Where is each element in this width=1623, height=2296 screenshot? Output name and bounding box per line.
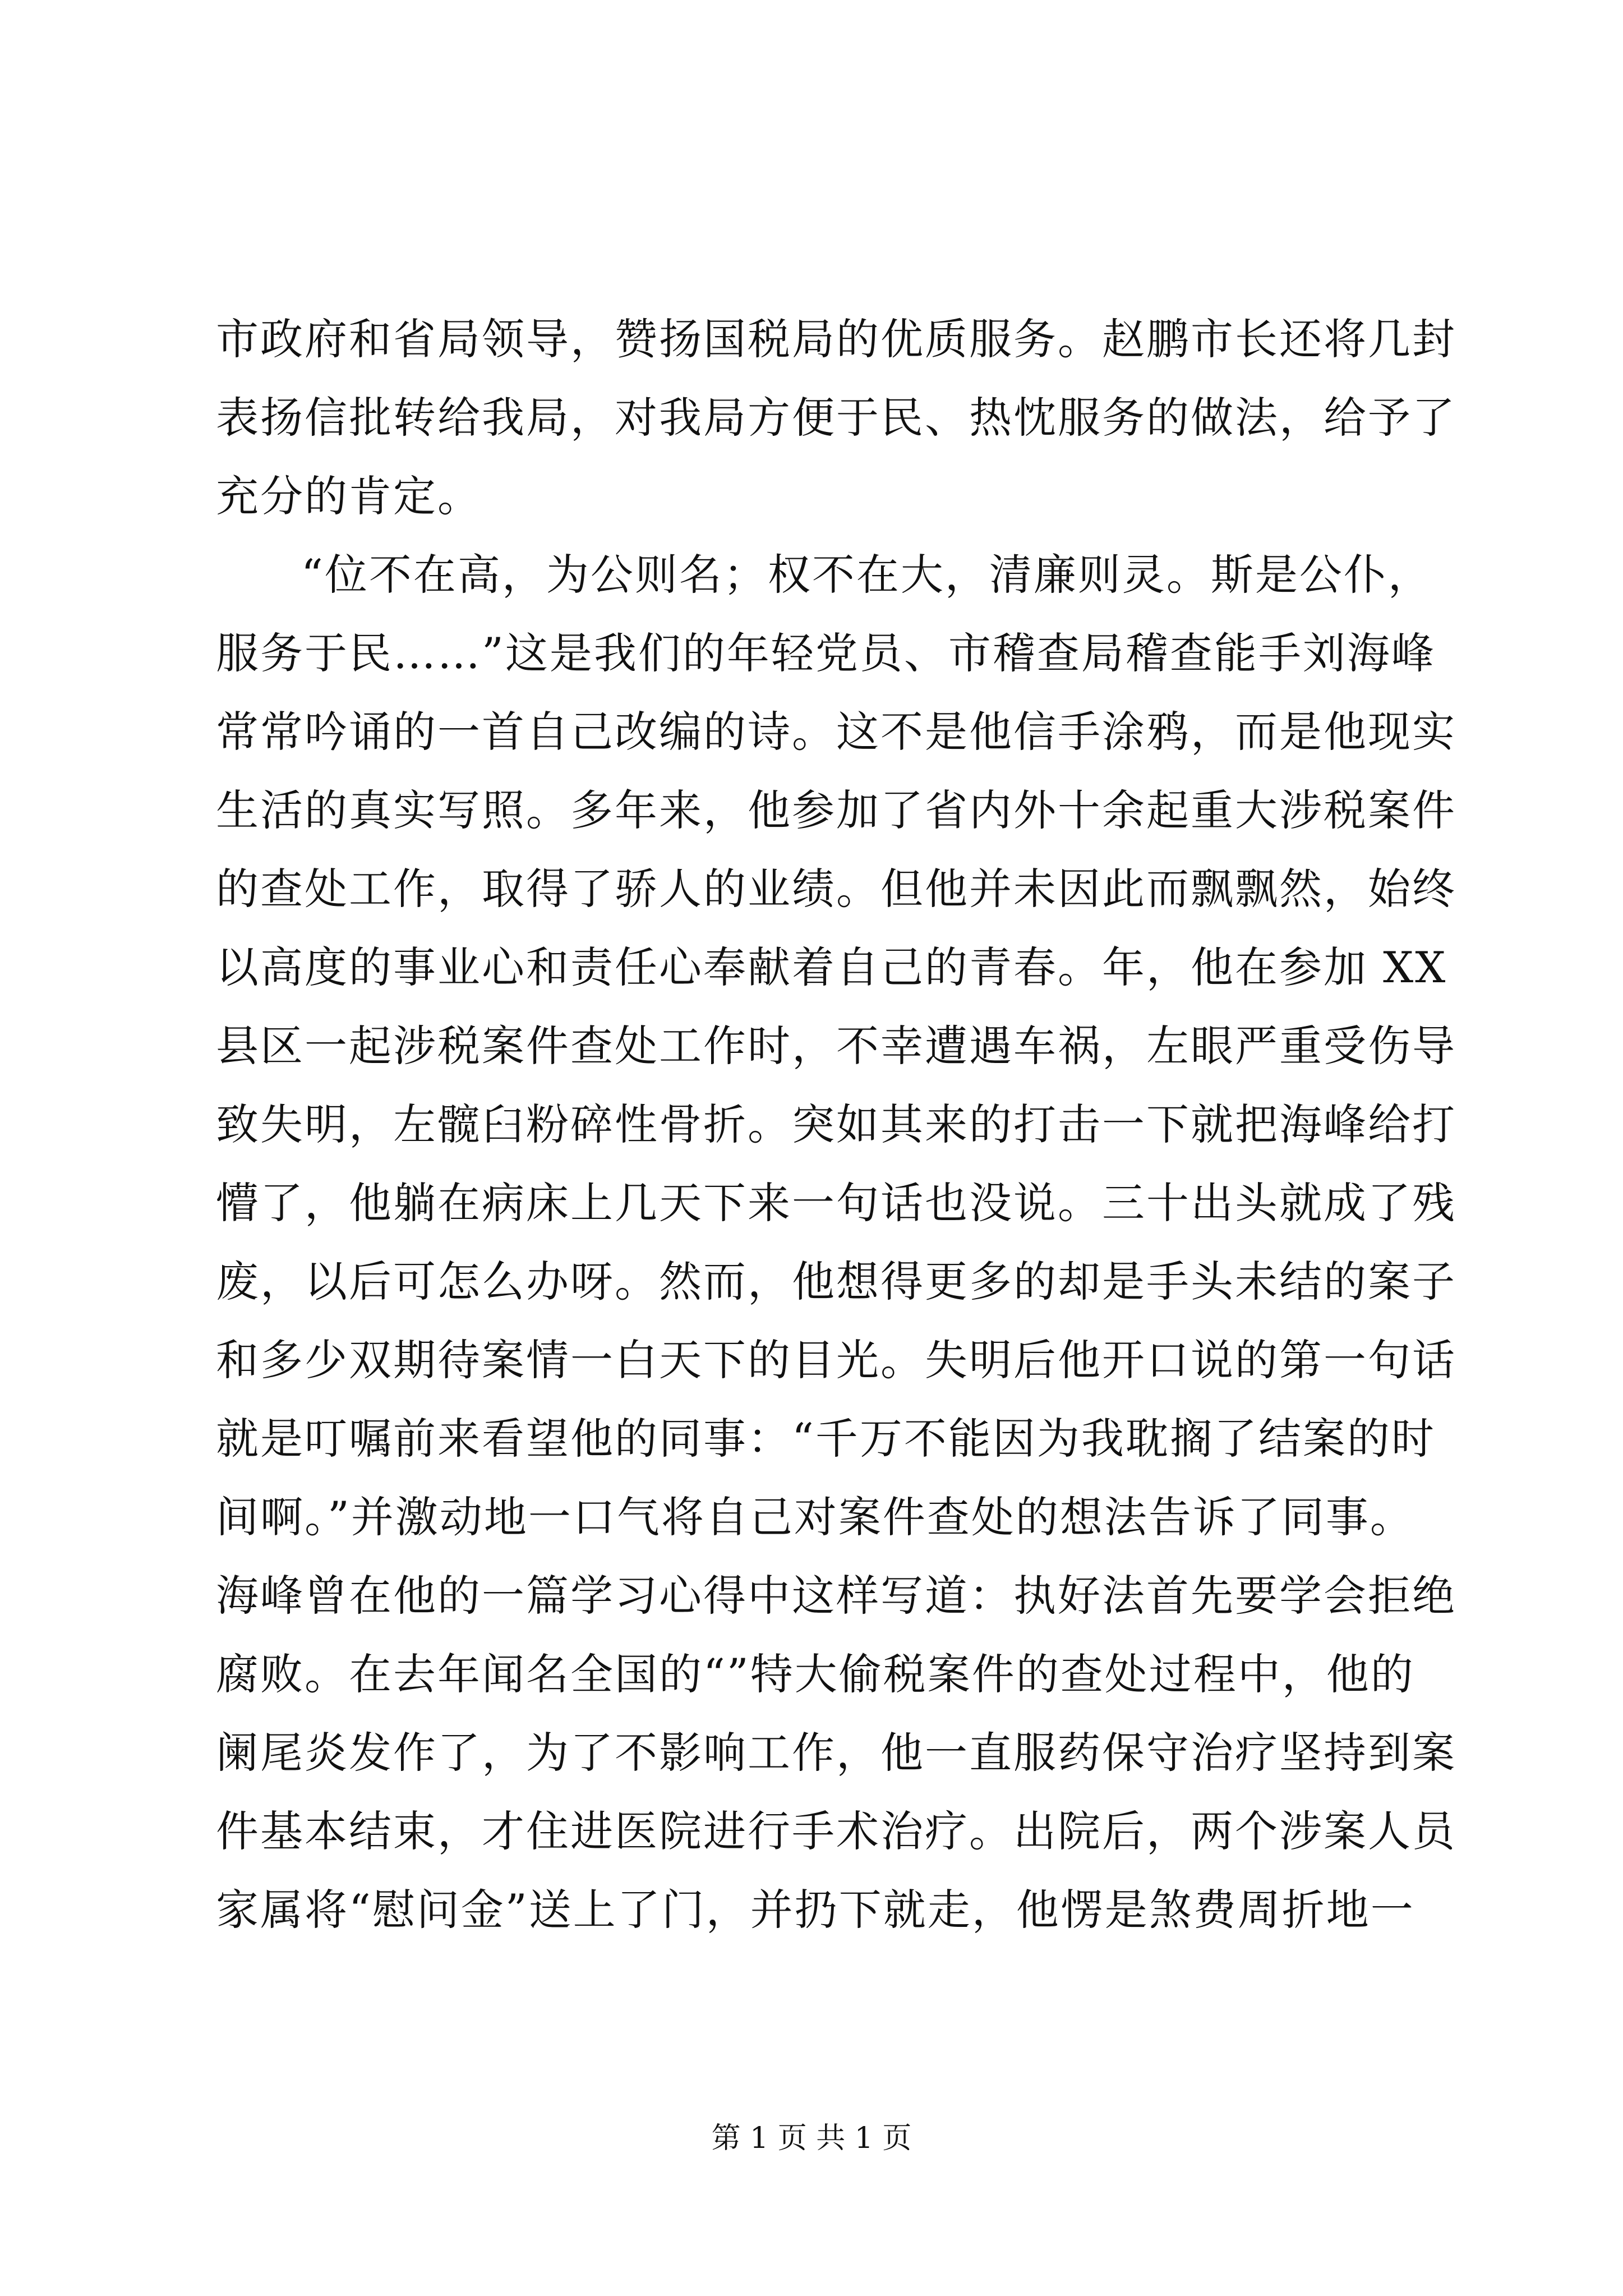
text-line-8: 的查处工作，取得了骄人的业绩。但他并未因此而飘飘然，始终 [216,864,1456,914]
text-line-5: 服务于民……”这是我们的年轻党员、市稽查局稽查能手刘海峰 [216,628,1436,678]
text-line-15: 就是叮嘱前来看望他的同事：“千万不能因为我耽搁了结案的时 [216,1414,1436,1464]
text-line-13: 废，以后可怎么办呀。然而，他想得更多的却是手头未结的案子 [216,1257,1456,1306]
text-line-19: 阑尾炎发作了，为了不影响工作，他一直服药保守治疗坚持到案 [216,1728,1456,1778]
text-line-10: 县区一起涉税案件查处工作时，不幸遭遇车祸，左眼严重受伤导 [216,1021,1456,1071]
text-line-20: 件基本结束，才住进医院进行手术治疗。出院后，两个涉案人员 [216,1806,1456,1856]
text-line-21: 家属将“慰问金”送上了门，并扔下就走，他愣是煞费周折地一 [216,1885,1415,1935]
text-line-18: 腐败。在去年闻名全国的“”特大偷税案件的查处过程中，他的 [216,1649,1415,1699]
text-line-16: 间啊。”并激动地一口气将自己对案件查处的想法告诉了同事。 [216,1492,1414,1542]
text-line-4: “位不在高，为公则名；权不在大，清廉则灵。斯是公仆， [301,550,1432,600]
text-line-9: 以高度的事业心和责任心奉献着自己的青春。年，他在参加 XX [216,942,1447,992]
text-line-7: 生活的真实写照。多年来，他参加了省内外十余起重大涉税案件 [216,785,1456,835]
text-line-12: 懵了，他躺在病床上几天下来一句话也没说。三十出头就成了残 [216,1178,1456,1228]
text-line-6: 常常吟诵的一首自己改编的诗。这不是他信手涂鸦，而是他现实 [216,707,1456,757]
text-line-17: 海峰曾在他的一篇学习心得中这样写道：执好法首先要学会拒绝 [216,1571,1456,1621]
body-text [216,300,1456,1949]
text-line-11: 致失明，左髋臼粉碎性骨折。突如其来的打击一下就把海峰给打 [216,1099,1456,1149]
text-line-1: 市政府和省局领导，赞扬国税局的优质服务。赵鹏市长还将几封 [216,314,1456,364]
text-line-3: 充分的肯定。 [216,471,482,521]
page-footer: 第 1 页 共 1 页 [711,2122,912,2155]
text-line-14: 和多少双期待案情一白天下的目光。失明后他开口说的第一句话 [216,1335,1456,1385]
text-line-2: 表扬信批转给我局，对我局方便于民、热忱服务的做法，给予了 [216,393,1456,443]
